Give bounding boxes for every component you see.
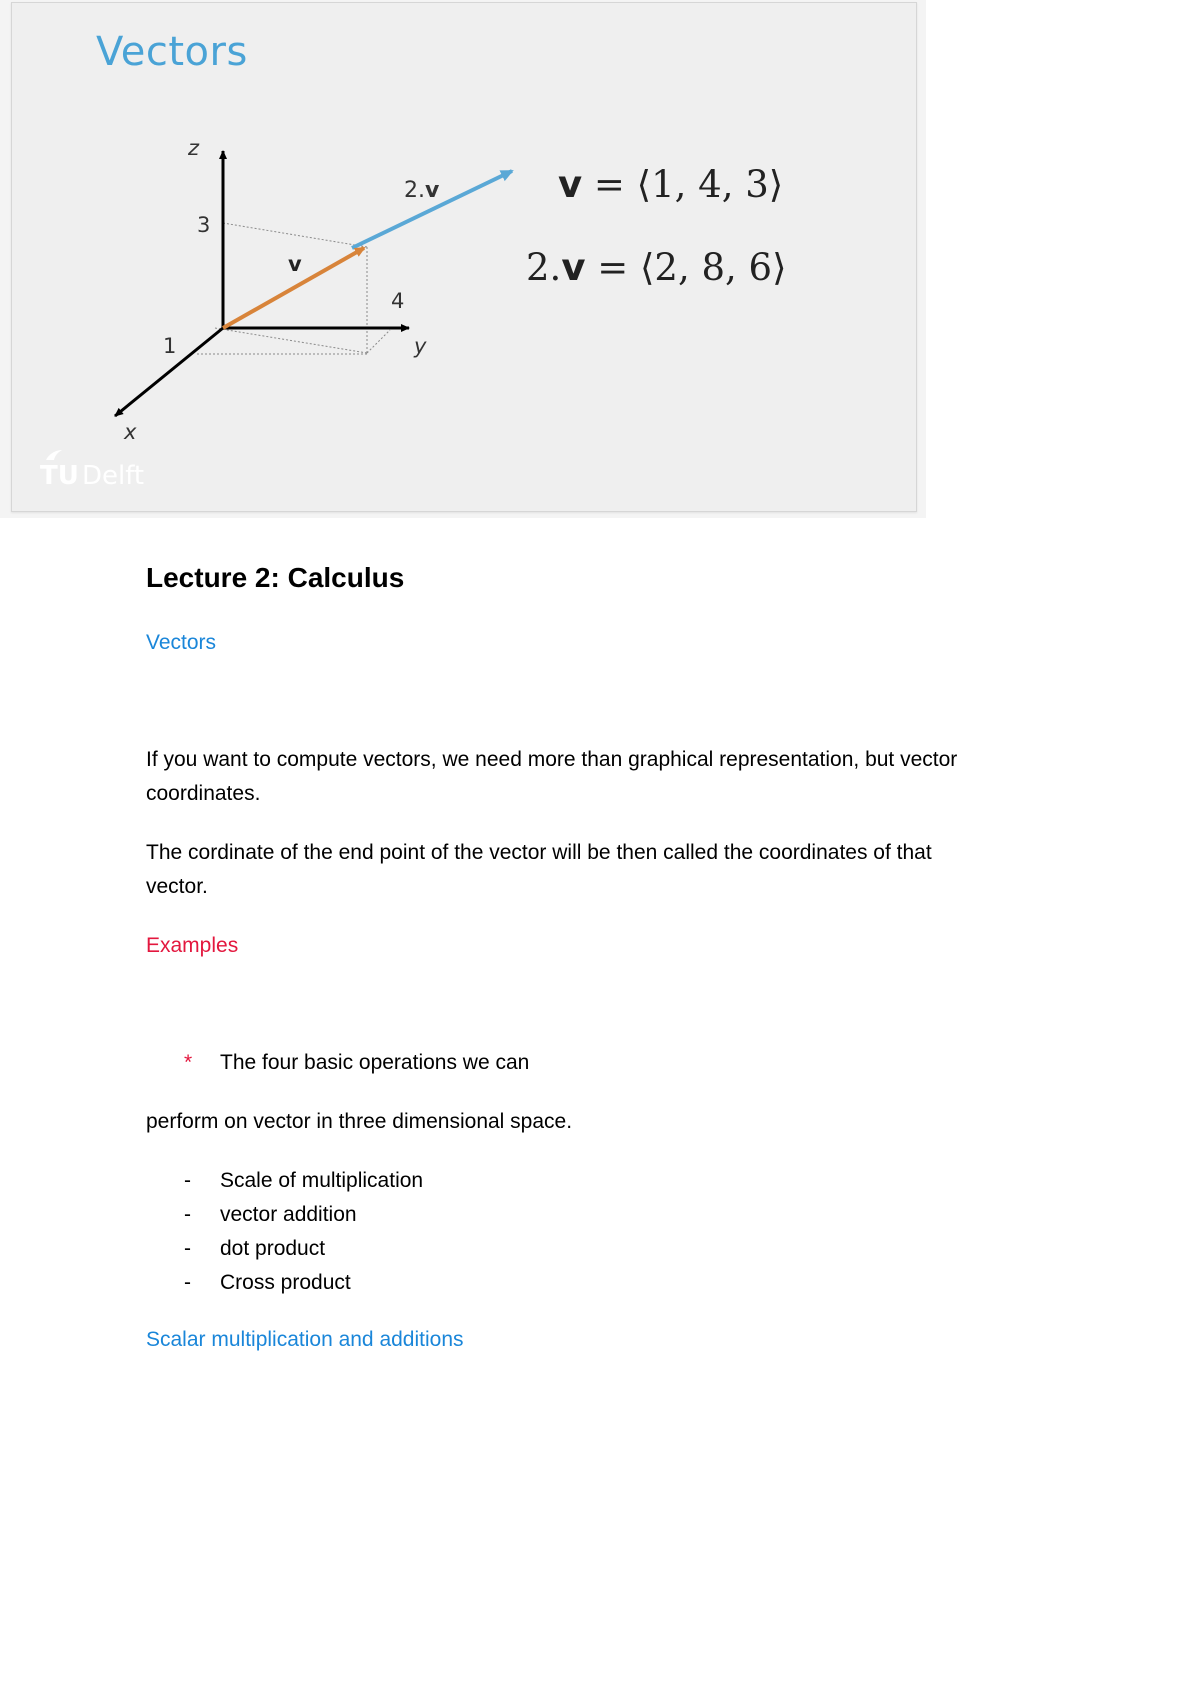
- equation-v-value: = ⟨1, 4, 3⟩: [582, 163, 784, 206]
- equation-v: [558, 163, 783, 206]
- list-item: [146, 1266, 846, 1300]
- operation-text: Scale of multiplication: [220, 1169, 424, 1192]
- dash-bullet: -: [184, 1237, 191, 1260]
- star-bullet: *: [184, 1051, 193, 1074]
- guide-z-to-v: [223, 223, 367, 247]
- x-tick-label: 1: [163, 334, 177, 358]
- logo-tu-text: TU: [40, 461, 79, 488]
- equation-2v: [526, 246, 787, 289]
- equation-2v-symbol: v: [561, 246, 586, 289]
- dash-bullet: -: [184, 1169, 191, 1192]
- equation-2v-prefix: 2.: [526, 246, 562, 289]
- paragraph-2-line-2: vector.: [146, 875, 208, 898]
- section-scalar-heading: Scalar multiplication and additions: [146, 1328, 464, 1351]
- list-item: [146, 1198, 846, 1232]
- section-vectors-heading: Vectors: [146, 631, 217, 654]
- star-item-text: The four basic operations we can: [220, 1051, 530, 1074]
- slide-title: Vectors: [96, 29, 248, 75]
- section-examples-heading: Examples: [146, 934, 239, 957]
- paragraph-1-line-1: If you want to compute vectors, we need more than graphical representation, but vector: [146, 748, 958, 771]
- logo-delft-text: Delft: [82, 461, 145, 488]
- z-axis-label: z: [188, 136, 200, 160]
- guide-base-diagonal: [215, 328, 367, 353]
- equation-2v-value: = ⟨2, 8, 6⟩: [585, 246, 787, 289]
- vector-2v-label-vec: v: [425, 178, 440, 203]
- continuation-line: perform on vector in three dimensional space.: [146, 1110, 573, 1133]
- z-tick-label: 3: [197, 213, 211, 237]
- paragraph-1-line-2: coordinates.: [146, 782, 261, 805]
- y-axis-label: y: [414, 334, 427, 358]
- vector-2v-label-prefix: 2.: [404, 178, 425, 203]
- axes: [115, 151, 409, 416]
- guide-base-to-y: [367, 330, 390, 353]
- x-axis-label: x: [124, 420, 137, 444]
- y-tick-label: 4: [391, 289, 405, 313]
- operation-text: vector addition: [220, 1203, 357, 1226]
- paragraph-2-line-1: The cordinate of the end point of the vector will be then called the coordinates of that: [146, 841, 932, 864]
- star-list-item: [146, 1046, 846, 1080]
- slide-image: [0, 0, 926, 518]
- dash-bullet: -: [184, 1271, 191, 1294]
- vector-2v-label: [404, 178, 440, 203]
- vector-v-label: v: [288, 252, 302, 276]
- slide-frame: [11, 2, 917, 512]
- equation-v-symbol: v: [558, 163, 583, 206]
- logo-flame-icon: [46, 450, 62, 460]
- lecture-heading: Lecture 2: Calculus: [146, 562, 405, 593]
- dash-bullet: -: [184, 1203, 191, 1226]
- list-item: [146, 1232, 846, 1266]
- operation-text: Cross product: [220, 1271, 351, 1294]
- operations-list: [146, 1164, 846, 1300]
- operation-text: dot product: [220, 1237, 326, 1260]
- list-item: [146, 1164, 846, 1198]
- tudelft-logo: [32, 448, 152, 488]
